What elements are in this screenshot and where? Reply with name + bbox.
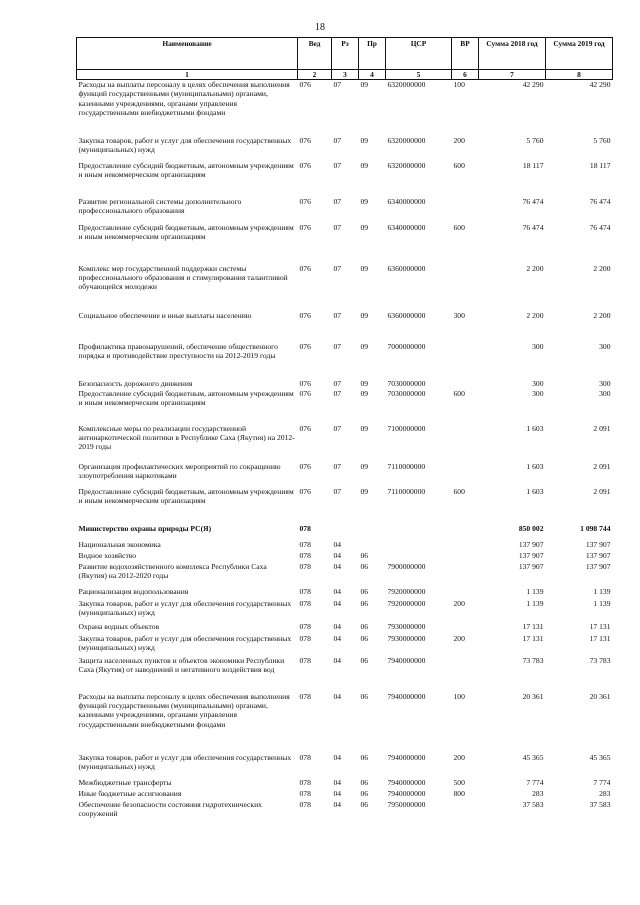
row-csr: 7940000000 — [387, 691, 426, 701]
row-rz: 07 — [333, 378, 342, 388]
row-pr: 06 — [360, 621, 369, 631]
header-sum-2019: Сумма 2019 год — [546, 38, 613, 70]
row-csr: 6320000000 — [387, 135, 426, 145]
row-csr: 7930000000 — [387, 633, 426, 643]
row-sum-2018: 76 474 — [522, 222, 544, 232]
row-ved: 076 — [299, 341, 311, 351]
table-row — [77, 223, 613, 264]
row-sum-2019: 76 474 — [589, 222, 611, 232]
row-ved: 076 — [299, 378, 311, 388]
row-sum-2019: 137 907 — [585, 561, 611, 571]
row-rz: 04 — [333, 788, 342, 798]
row-csr: 7100000000 — [387, 423, 426, 433]
row-pr: 09 — [360, 263, 369, 273]
row-vr — [452, 540, 479, 551]
row-ved: 078 — [299, 561, 311, 571]
table-row — [77, 692, 613, 753]
row-ved: 076 — [299, 486, 311, 496]
row-sum-2018: 1 139 — [526, 586, 544, 596]
row-vr: 500 — [453, 777, 465, 787]
row-sum-2018: 1 139 — [526, 598, 544, 608]
row-ved: 078 — [299, 777, 311, 787]
row-name: Расходы на выплаты персоналу в целях обеспечения выполнения функций государственными (муниципальными) органами, казенными учреждениями, органами управления государственными внебюджетными фондами — [78, 691, 290, 729]
row-sum-2019: 2 091 — [593, 423, 611, 433]
column-number: 7 — [479, 70, 546, 80]
row-name: Комплекс мер государственной поддержки системы профессионального образования и стимулирования талантливой обучающейся молодежи — [78, 263, 288, 292]
row-csr: 7110000000 — [387, 461, 426, 471]
row-sum-2019: 137 907 — [585, 539, 611, 549]
table-row — [77, 551, 613, 562]
row-rz: 07 — [333, 423, 342, 433]
row-rz: 07 — [333, 486, 342, 496]
row-sum-2018: 2 200 — [526, 263, 544, 273]
row-pr: 09 — [360, 341, 369, 351]
row-name: Закупка товаров, работ и услуг для обеспечения государственных (муниципальных) нужд — [78, 752, 292, 771]
row-vr: 100 — [453, 691, 465, 701]
row-csr: 7900000000 — [387, 561, 426, 571]
row-rz: 04 — [333, 550, 342, 560]
row-rz: 04 — [333, 799, 342, 809]
row-vr — [452, 587, 479, 599]
row-sum-2019: 300 — [599, 388, 611, 398]
row-vr — [452, 800, 479, 822]
row-pr: 06 — [360, 655, 369, 665]
row-vr: 600 — [453, 486, 465, 496]
row-ved: 076 — [299, 310, 311, 320]
table-row — [77, 462, 613, 487]
row-vr — [452, 656, 479, 692]
table-row — [77, 424, 613, 462]
row-name: Предоставление субсидий бюджетным, автономным учреждениям и иным некоммерческим организациям — [78, 388, 294, 407]
table-row — [77, 80, 613, 136]
row-ved: 078 — [299, 523, 311, 533]
row-sum-2019: 73 783 — [589, 655, 611, 665]
row-rz: 04 — [333, 586, 342, 596]
table-row — [77, 264, 613, 311]
row-vr — [452, 462, 479, 487]
row-name: Комплексные меры по реализации государственной антинаркотической политики в Республике Саха (Якутия) на 2012-2019 годы — [78, 423, 295, 452]
row-sum-2019: 45 365 — [589, 752, 611, 762]
row-ved: 078 — [299, 752, 311, 762]
row-sum-2018: 76 474 — [522, 196, 544, 206]
row-csr: 6340000000 — [387, 222, 426, 232]
table-row — [77, 311, 613, 342]
row-sum-2018: 1 603 — [526, 486, 544, 496]
row-ved: 076 — [299, 135, 311, 145]
column-number: 1 — [77, 70, 298, 80]
row-csr: 6320000000 — [387, 80, 426, 89]
row-rz: 07 — [333, 222, 342, 232]
row-pr: 09 — [360, 80, 369, 89]
row-pr: 06 — [360, 799, 369, 809]
row-name: Закупка товаров, работ и услуг для обеспечения государственных (муниципальных) нужд — [78, 135, 292, 154]
header-vr: ВР — [452, 38, 479, 70]
column-number: 2 — [298, 70, 332, 80]
row-sum-2018: 17 131 — [522, 621, 544, 631]
row-rz: 04 — [333, 633, 342, 643]
budget-table — [76, 37, 613, 822]
table-row — [77, 342, 613, 379]
row-vr: 200 — [453, 598, 465, 608]
row-rz: 04 — [333, 777, 342, 787]
table-row — [77, 753, 613, 778]
row-rz — [332, 524, 359, 540]
row-ved: 078 — [299, 598, 311, 608]
header-sum-2018: Сумма 2018 год — [479, 38, 546, 70]
row-csr: 6360000000 — [387, 263, 426, 273]
row-vr — [452, 197, 479, 223]
row-csr: 7030000000 — [387, 378, 426, 388]
row-sum-2019: 17 131 — [589, 621, 611, 631]
row-rz: 04 — [333, 655, 342, 665]
row-name: Предоставление субсидий бюджетным, автономным учреждениям и иным некоммерческим организациям — [78, 486, 294, 505]
row-csr: 7000000000 — [387, 341, 426, 351]
row-vr — [452, 551, 479, 562]
row-rz: 04 — [333, 598, 342, 608]
row-ved: 076 — [299, 222, 311, 232]
row-csr: 6360000000 — [387, 310, 426, 320]
table-row — [77, 389, 613, 424]
row-vr: 600 — [453, 222, 465, 232]
row-name: Развитие водохозяйственного комплекса Республики Саха (Якутия) на 2012-2020 годы — [78, 561, 267, 580]
table-row — [77, 161, 613, 197]
row-csr: 7940000000 — [387, 655, 426, 665]
row-vr: 800 — [453, 788, 465, 798]
row-sum-2018: 283 — [532, 788, 544, 798]
row-vr: 200 — [453, 633, 465, 643]
row-pr: 09 — [360, 135, 369, 145]
row-ved: 078 — [299, 586, 311, 596]
row-name: Иные бюджетные ассигнования — [78, 788, 182, 798]
row-vr — [452, 342, 479, 379]
row-pr: 06 — [360, 561, 369, 571]
row-sum-2018: 37 583 — [522, 799, 544, 809]
row-pr: 09 — [360, 378, 369, 388]
row-vr — [452, 264, 479, 311]
row-name: Межбюджетные трансферты — [78, 777, 172, 787]
row-sum-2018: 300 — [532, 378, 544, 388]
row-pr: 06 — [360, 550, 369, 560]
row-sum-2019: 300 — [599, 378, 611, 388]
table-row — [77, 622, 613, 634]
table-row — [77, 656, 613, 692]
row-name: Социальное обеспечение и иные выплаты населению — [78, 310, 252, 320]
row-sum-2019: 18 117 — [589, 160, 611, 170]
row-ved: 076 — [299, 461, 311, 471]
column-number: 3 — [332, 70, 359, 80]
row-ved: 078 — [299, 550, 311, 560]
row-rz: 07 — [333, 341, 342, 351]
table-row — [77, 599, 613, 622]
row-name: Рационализация водопользования — [78, 586, 189, 596]
row-csr: 7950000000 — [387, 799, 426, 809]
row-sum-2019: 300 — [599, 341, 611, 351]
header-rz: Рз — [332, 38, 359, 70]
row-pr — [359, 524, 386, 540]
row-name: Закупка товаров, работ и услуг для обеспечения государственных (муниципальных) нужд — [78, 598, 292, 617]
table-row — [77, 778, 613, 789]
row-rz: 04 — [333, 691, 342, 701]
row-sum-2019: 37 583 — [589, 799, 611, 809]
header-row — [77, 38, 613, 70]
row-rz: 07 — [333, 310, 342, 320]
row-sum-2019: 20 361 — [589, 691, 611, 701]
row-ved: 076 — [299, 160, 311, 170]
row-pr: 06 — [360, 777, 369, 787]
row-name: Расходы на выплаты персоналу в целях обеспечения выполнения функций государственными (муниципальными) органами, казенными учреждениями, органами управления государственными внебюджетными фондами — [78, 80, 290, 118]
row-name: Организация профилактических мероприятий по сокращению злоупотребления наркотиками — [78, 461, 281, 480]
row-vr — [452, 562, 479, 587]
table-row — [77, 379, 613, 389]
row-ved: 078 — [299, 633, 311, 643]
row-rz: 07 — [333, 80, 342, 89]
row-rz: 07 — [333, 196, 342, 206]
row-sum-2018: 850 002 — [518, 523, 544, 533]
row-sum-2018: 73 783 — [522, 655, 544, 665]
column-number: 6 — [452, 70, 479, 80]
row-rz: 07 — [333, 461, 342, 471]
row-sum-2019: 1 139 — [593, 598, 611, 608]
row-sum-2019: 2 200 — [593, 263, 611, 273]
row-sum-2019: 2 200 — [593, 310, 611, 320]
row-vr: 600 — [453, 388, 465, 398]
row-ved: 078 — [299, 655, 311, 665]
row-vr: 300 — [453, 310, 465, 320]
row-name: Предоставление субсидий бюджетным, автономным учреждениям и иным некоммерческим организациям — [78, 160, 294, 179]
row-pr: 06 — [360, 598, 369, 608]
row-name: Развитие региональной системы дополнительного профессионального образования — [78, 196, 242, 215]
row-ved: 076 — [299, 388, 311, 398]
row-rz: 07 — [333, 135, 342, 145]
row-rz: 07 — [333, 388, 342, 398]
row-pr: 09 — [360, 423, 369, 433]
row-sum-2019: 2 091 — [593, 461, 611, 471]
row-csr: 7940000000 — [387, 777, 426, 787]
row-name: Защита населенных пунктов и объектов экономики Республики Саха (Якутия) от наводнений и негативного воздействия вод — [78, 655, 285, 674]
row-pr: 06 — [360, 752, 369, 762]
row-pr: 09 — [360, 310, 369, 320]
header-pr: Пр — [359, 38, 386, 70]
row-ved: 076 — [299, 263, 311, 273]
row-sum-2019: 76 474 — [589, 196, 611, 206]
row-name: Профилактика правонарушений, обеспечение общественного порядка и противодействие преступности на 2012-2019 годы — [78, 341, 278, 360]
table-row — [77, 634, 613, 656]
row-sum-2018: 300 — [532, 388, 544, 398]
row-name: Водное хозяйство — [78, 550, 137, 560]
column-number: 5 — [386, 70, 452, 80]
row-vr — [452, 524, 479, 540]
row-vr — [452, 424, 479, 462]
row-sum-2019: 1 098 744 — [580, 523, 611, 533]
row-csr — [386, 524, 452, 540]
row-sum-2018: 42 290 — [522, 80, 544, 89]
row-sum-2018: 300 — [532, 341, 544, 351]
row-sum-2019: 7 774 — [593, 777, 611, 787]
table-row — [77, 487, 613, 524]
row-vr: 200 — [453, 135, 465, 145]
header-csr: ЦСР — [386, 38, 452, 70]
row-sum-2018: 20 361 — [522, 691, 544, 701]
row-sum-2018: 2 200 — [526, 310, 544, 320]
row-pr: 06 — [360, 586, 369, 596]
row-rz: 07 — [333, 160, 342, 170]
row-sum-2019: 17 131 — [589, 633, 611, 643]
row-rz: 04 — [333, 621, 342, 631]
row-pr: 06 — [360, 691, 369, 701]
row-pr: 09 — [360, 222, 369, 232]
page-number: 18 — [315, 22, 325, 33]
row-pr: 09 — [360, 196, 369, 206]
row-pr: 06 — [360, 633, 369, 643]
table-row — [77, 540, 613, 551]
row-sum-2018: 18 117 — [522, 160, 544, 170]
row-csr: 7110000000 — [387, 486, 426, 496]
row-sum-2018: 7 774 — [526, 777, 544, 787]
row-vr: 600 — [453, 160, 465, 170]
row-sum-2018: 137 907 — [518, 550, 544, 560]
row-pr: 09 — [360, 388, 369, 398]
row-ved: 076 — [299, 423, 311, 433]
row-vr — [452, 379, 479, 389]
table-row — [77, 587, 613, 599]
table-row — [77, 800, 613, 822]
row-ved: 078 — [299, 539, 311, 549]
row-sum-2018: 17 131 — [522, 633, 544, 643]
row-vr: 100 — [453, 80, 465, 89]
row-vr: 200 — [453, 752, 465, 762]
row-csr: 7940000000 — [387, 752, 426, 762]
table-row — [77, 524, 613, 540]
row-name: Закупка товаров, работ и услуг для обеспечения государственных (муниципальных) нужд — [78, 633, 292, 652]
row-rz: 07 — [333, 263, 342, 273]
row-csr: 7930000000 — [387, 621, 426, 631]
row-ved: 078 — [299, 621, 311, 631]
row-sum-2018: 1 603 — [526, 461, 544, 471]
row-csr — [386, 551, 452, 562]
row-sum-2019: 1 139 — [593, 586, 611, 596]
row-csr: 6320000000 — [387, 160, 426, 170]
row-sum-2018: 1 603 — [526, 423, 544, 433]
row-rz: 04 — [333, 539, 342, 549]
table-row — [77, 562, 613, 587]
row-rz: 04 — [333, 561, 342, 571]
row-name: Министерство охраны природы РС(Я) — [78, 523, 212, 533]
row-name: Безопасность дорожного движения — [78, 378, 193, 388]
row-name: Национальная экономика — [78, 539, 161, 549]
row-sum-2018: 45 365 — [522, 752, 544, 762]
row-csr: 7940000000 — [387, 788, 426, 798]
row-name: Предоставление субсидий бюджетным, автономным учреждениям и иным некоммерческим организациям — [78, 222, 294, 241]
row-vr — [452, 622, 479, 634]
row-name: Обеспечение безопасности состояния гидротехнических сооружений — [78, 799, 262, 818]
row-sum-2019: 137 907 — [585, 550, 611, 560]
row-rz: 04 — [333, 752, 342, 762]
row-ved: 078 — [299, 799, 311, 809]
row-csr: 7920000000 — [387, 586, 426, 596]
column-number: 4 — [359, 70, 386, 80]
row-ved: 076 — [299, 80, 311, 89]
row-ved: 078 — [299, 788, 311, 798]
row-pr — [359, 540, 386, 551]
row-sum-2019: 5 760 — [593, 135, 611, 145]
header-name: Наименование — [77, 38, 298, 70]
row-csr: 7030000000 — [387, 388, 426, 398]
row-sum-2019: 2 091 — [593, 486, 611, 496]
header-ved: Вед — [298, 38, 332, 70]
row-csr: 7920000000 — [387, 598, 426, 608]
row-sum-2018: 137 907 — [518, 539, 544, 549]
row-pr: 09 — [360, 486, 369, 496]
row-pr: 09 — [360, 461, 369, 471]
column-number: 8 — [546, 70, 613, 80]
column-number-row — [77, 70, 613, 80]
table-row — [77, 136, 613, 161]
row-name: Охрана водных объектов — [78, 621, 160, 631]
row-sum-2019: 42 290 — [589, 80, 611, 89]
row-sum-2018: 137 907 — [518, 561, 544, 571]
row-sum-2018: 5 760 — [526, 135, 544, 145]
row-csr — [386, 540, 452, 551]
row-sum-2019: 283 — [599, 788, 611, 798]
row-pr: 06 — [360, 788, 369, 798]
row-csr: 6340000000 — [387, 196, 426, 206]
row-ved: 076 — [299, 196, 311, 206]
table-row — [77, 789, 613, 800]
row-pr: 09 — [360, 160, 369, 170]
table-row — [77, 197, 613, 223]
row-ved: 078 — [299, 691, 311, 701]
